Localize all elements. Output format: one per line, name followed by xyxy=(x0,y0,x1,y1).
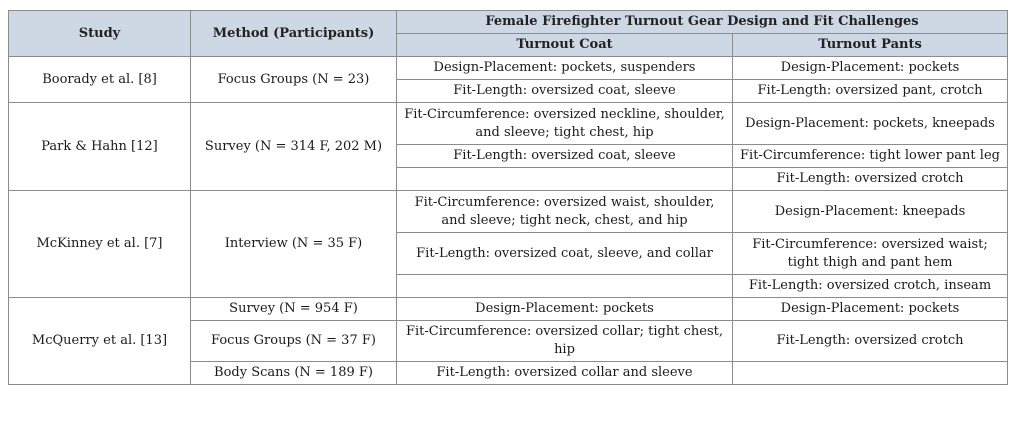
coat-cell: Fit-Length: oversized coat, sleeve xyxy=(397,80,733,103)
coat-cell: Design-Placement: pockets xyxy=(397,298,733,321)
study-cell: Boorady et al. [8] xyxy=(9,57,191,103)
method-cell: Focus Groups (N = 23) xyxy=(191,57,397,103)
table-body xyxy=(9,57,1008,385)
pants-cell: Fit-Length: oversized crotch xyxy=(733,321,1008,362)
fit-challenges-table xyxy=(8,10,1008,385)
table-container xyxy=(8,10,1008,385)
pants-cell: Fit-Length: oversized pant, crotch xyxy=(733,80,1008,103)
table-header xyxy=(9,11,1008,57)
pants-cell xyxy=(733,362,1008,385)
table-row xyxy=(9,298,1008,321)
header-turnout-coat: Turnout Coat xyxy=(397,34,733,57)
coat-cell: Fit-Length: oversized collar and sleeve xyxy=(397,362,733,385)
table-row xyxy=(9,191,1008,233)
table-row xyxy=(9,103,1008,145)
pants-cell: Design-Placement: pockets, kneepads xyxy=(733,103,1008,145)
study-cell: Park & Hahn [12] xyxy=(9,103,191,191)
coat-cell: Fit-Circumference: oversized waist, shoulder, and sleeve; tight neck, chest, and hip xyxy=(397,191,733,233)
header-study: Study xyxy=(9,11,191,57)
study-cell: McQuerry et al. [13] xyxy=(9,298,191,385)
method-cell: Body Scans (N = 189 F) xyxy=(191,362,397,385)
table-row xyxy=(9,57,1008,80)
header-method: Method (Participants) xyxy=(191,11,397,57)
coat-cell: Design-Placement: pockets, suspenders xyxy=(397,57,733,80)
coat-cell: Fit-Circumference: oversized collar; tight chest, hip xyxy=(397,321,733,362)
header-gear-challenges: Female Firefighter Turnout Gear Design and Fit Challenges xyxy=(397,11,1008,34)
coat-cell: Fit-Length: oversized coat, sleeve xyxy=(397,145,733,168)
coat-cell xyxy=(397,168,733,191)
method-cell: Interview (N = 35 F) xyxy=(191,191,397,298)
method-cell: Survey (N = 954 F) xyxy=(191,298,397,321)
coat-cell xyxy=(397,275,733,298)
pants-cell: Fit-Circumference: oversized waist; tight thigh and pant hem xyxy=(733,233,1008,275)
header-turnout-pants: Turnout Pants xyxy=(733,34,1008,57)
pants-cell: Fit-Length: oversized crotch xyxy=(733,168,1008,191)
method-cell: Survey (N = 314 F, 202 M) xyxy=(191,103,397,191)
pants-cell: Design-Placement: kneepads xyxy=(733,191,1008,233)
coat-cell: Fit-Circumference: oversized neckline, shoulder, and sleeve; tight chest, hip xyxy=(397,103,733,145)
pants-cell: Design-Placement: pockets xyxy=(733,57,1008,80)
pants-cell: Fit-Circumference: tight lower pant leg xyxy=(733,145,1008,168)
study-cell: McKinney et al. [7] xyxy=(9,191,191,298)
pants-cell: Fit-Length: oversized crotch, inseam xyxy=(733,275,1008,298)
pants-cell: Design-Placement: pockets xyxy=(733,298,1008,321)
method-cell: Focus Groups (N = 37 F) xyxy=(191,321,397,362)
coat-cell: Fit-Length: oversized coat, sleeve, and collar xyxy=(397,233,733,275)
